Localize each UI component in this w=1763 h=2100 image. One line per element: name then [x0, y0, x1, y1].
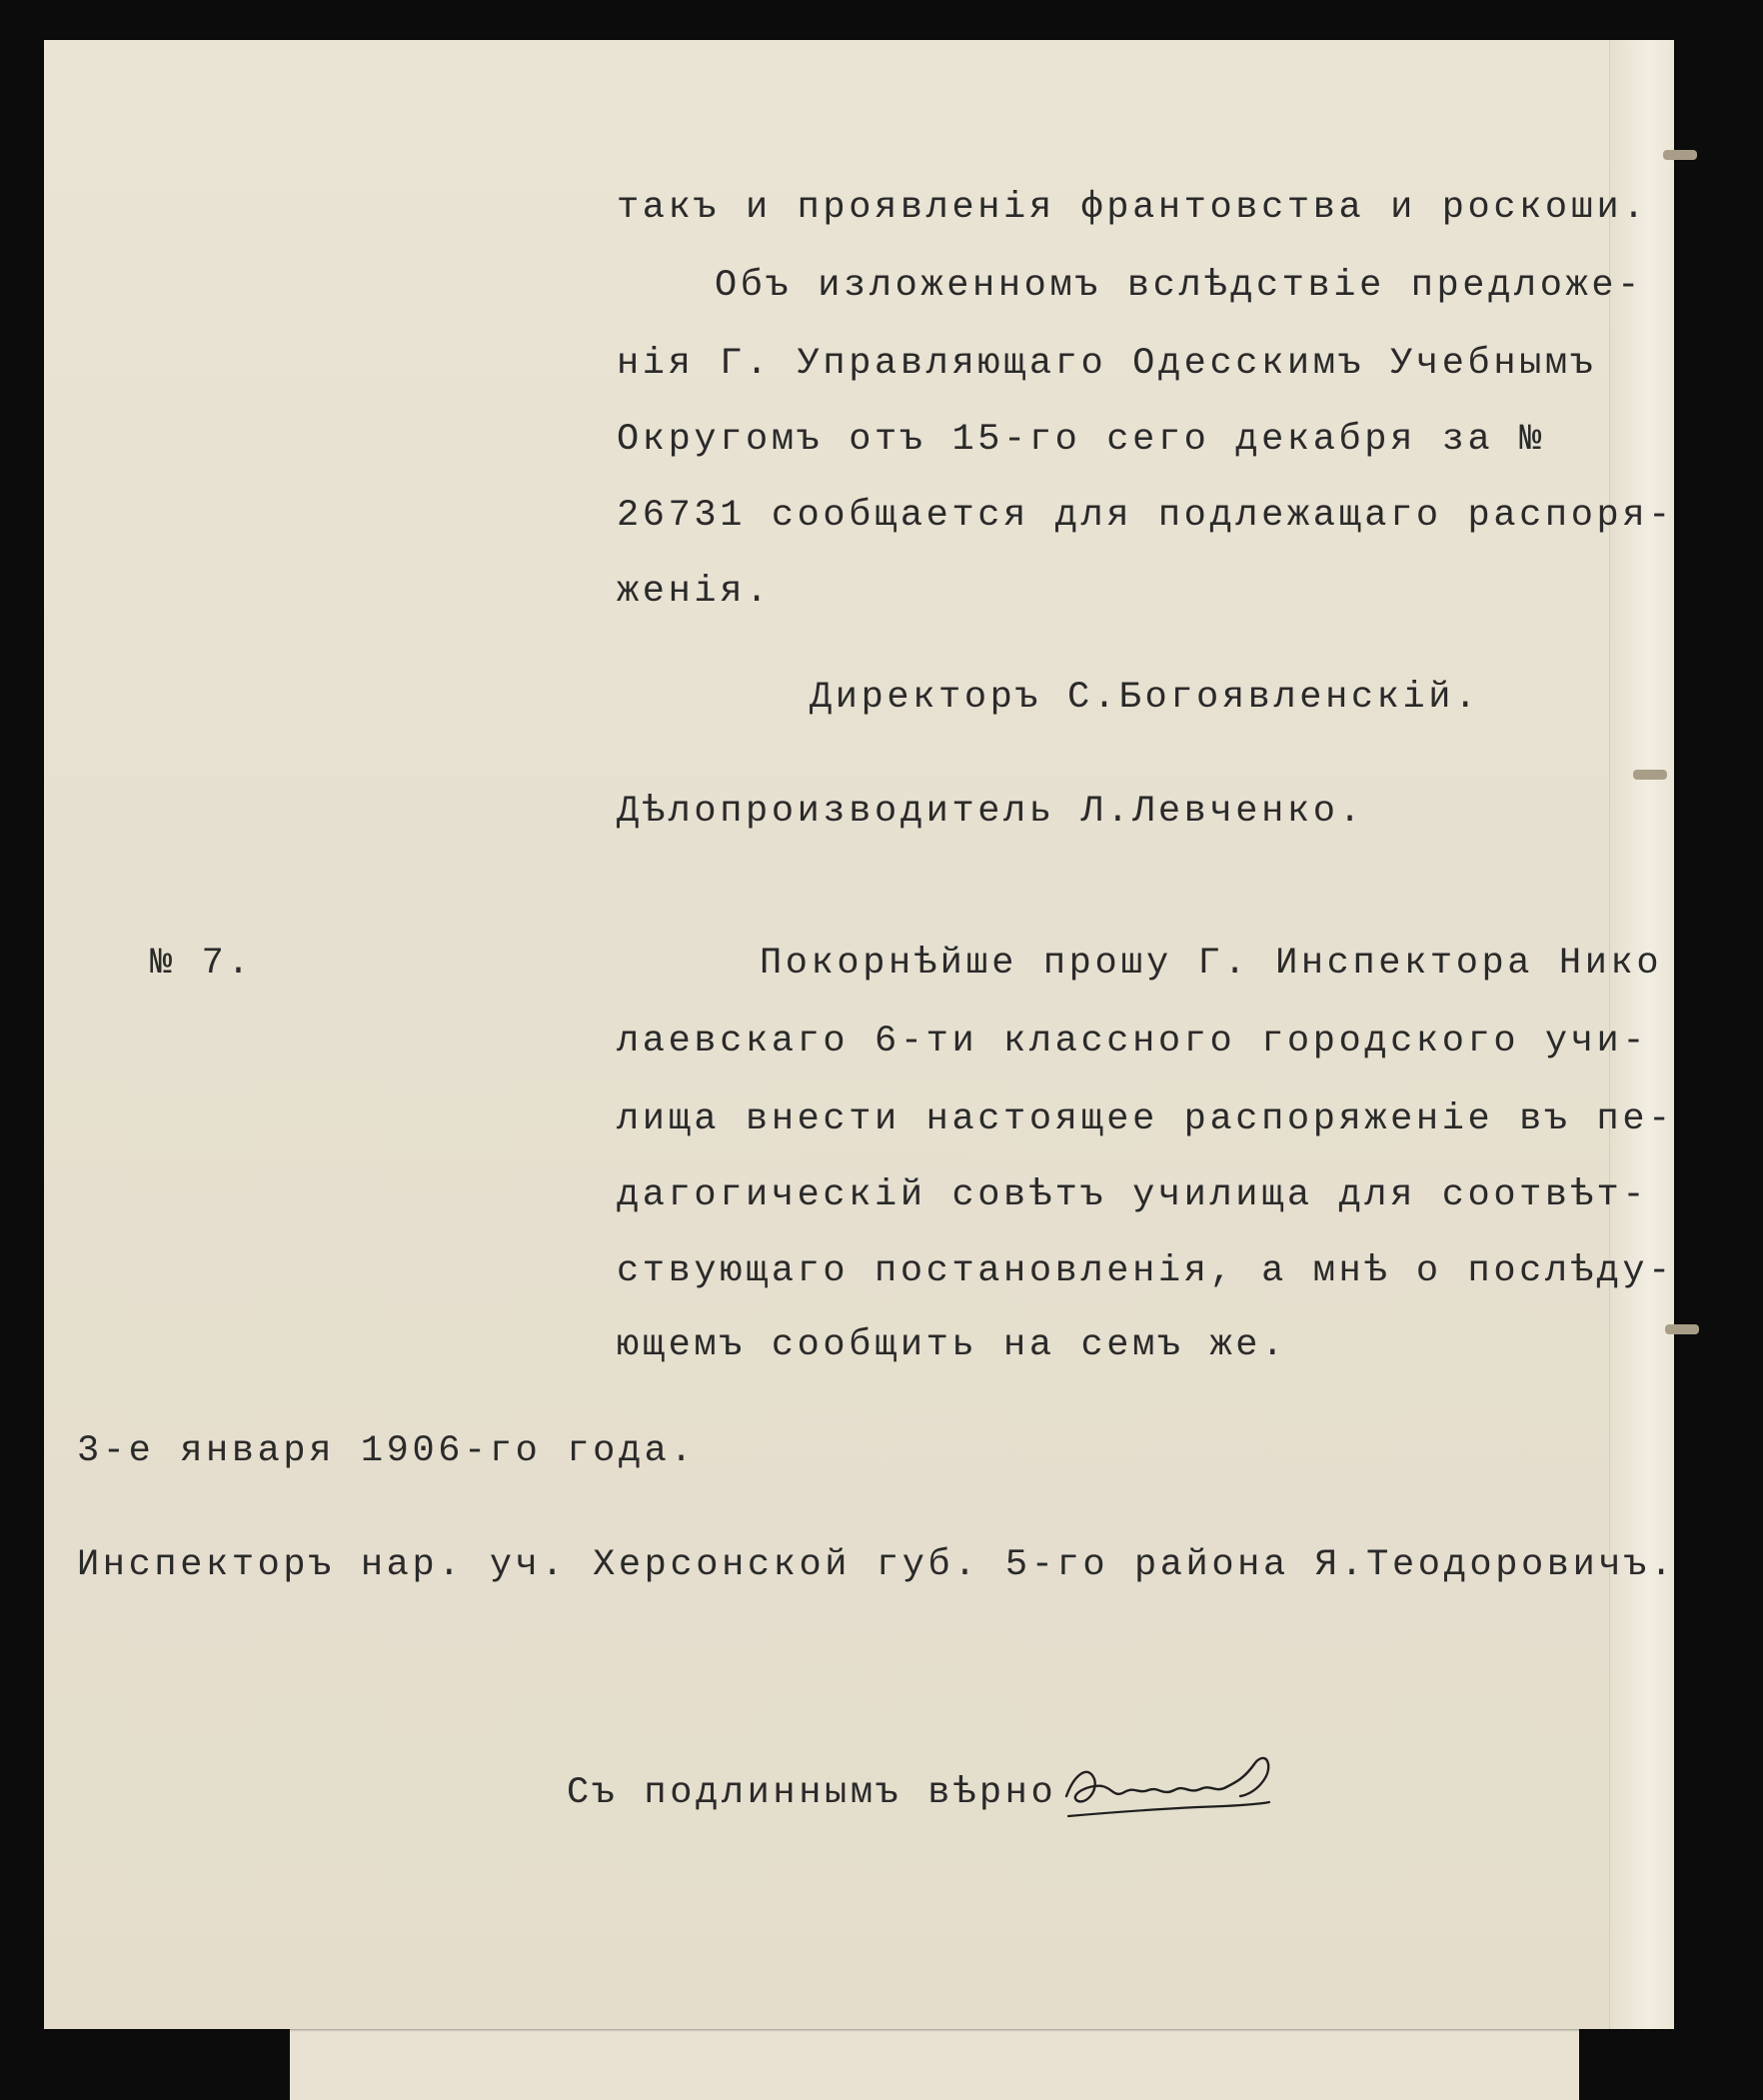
text-line-13: дагогическій совѣтъ училища для соотвѣт-	[617, 1174, 1649, 1216]
text-line-2: Объ изложенномъ вслѣдствіе предложе-	[715, 265, 1643, 307]
text-line-1: такъ и проявленія франтовства и роскоши.	[617, 187, 1649, 229]
text-line-12: лища внести настоящее распоряженіе въ пе-	[617, 1098, 1674, 1140]
document-number: № 7.	[150, 943, 254, 985]
text-line-6: женія.	[617, 571, 772, 613]
binding-thread-icon	[1663, 150, 1697, 160]
clerk-signature-line: Дѣлопроизводитель Л.Левченко.	[617, 791, 1365, 833]
binding-thread-icon	[1633, 770, 1667, 780]
text-line-14: ствующаго постановленія, а мнѣ о послѣду-	[617, 1250, 1674, 1292]
certified-copy-line: Съ подлиннымъ вѣрно	[567, 1772, 1057, 1814]
document-date: 3-е января 1906-го года.	[77, 1430, 697, 1472]
text-line-5: 26731 сообщается для подлежащаго распоря-	[617, 495, 1674, 537]
binding-thread-icon	[1665, 1324, 1699, 1334]
inspector-signature-line: Инспекторъ нар. уч. Херсонской губ. 5-го района Я.Теодоровичъ.	[77, 1544, 1676, 1586]
handwritten-signature	[1054, 1734, 1284, 1844]
text-line-3: нія Г. Управляющаго Одесскимъ Учебнымъ	[617, 343, 1597, 385]
text-line-10: Покорнѣйше прошу Г. Инспектора Нико	[760, 943, 1663, 985]
text-line-4: Округомъ отъ 15-го сего декабря за №	[617, 419, 1545, 461]
director-signature-line: Директоръ С.Богоявленскій.	[810, 677, 1480, 719]
text-line-15: ющемъ сообщить на семъ же.	[617, 1324, 1287, 1366]
text-line-11: лаевскаго 6-ти классного городского учи-	[617, 1021, 1649, 1062]
